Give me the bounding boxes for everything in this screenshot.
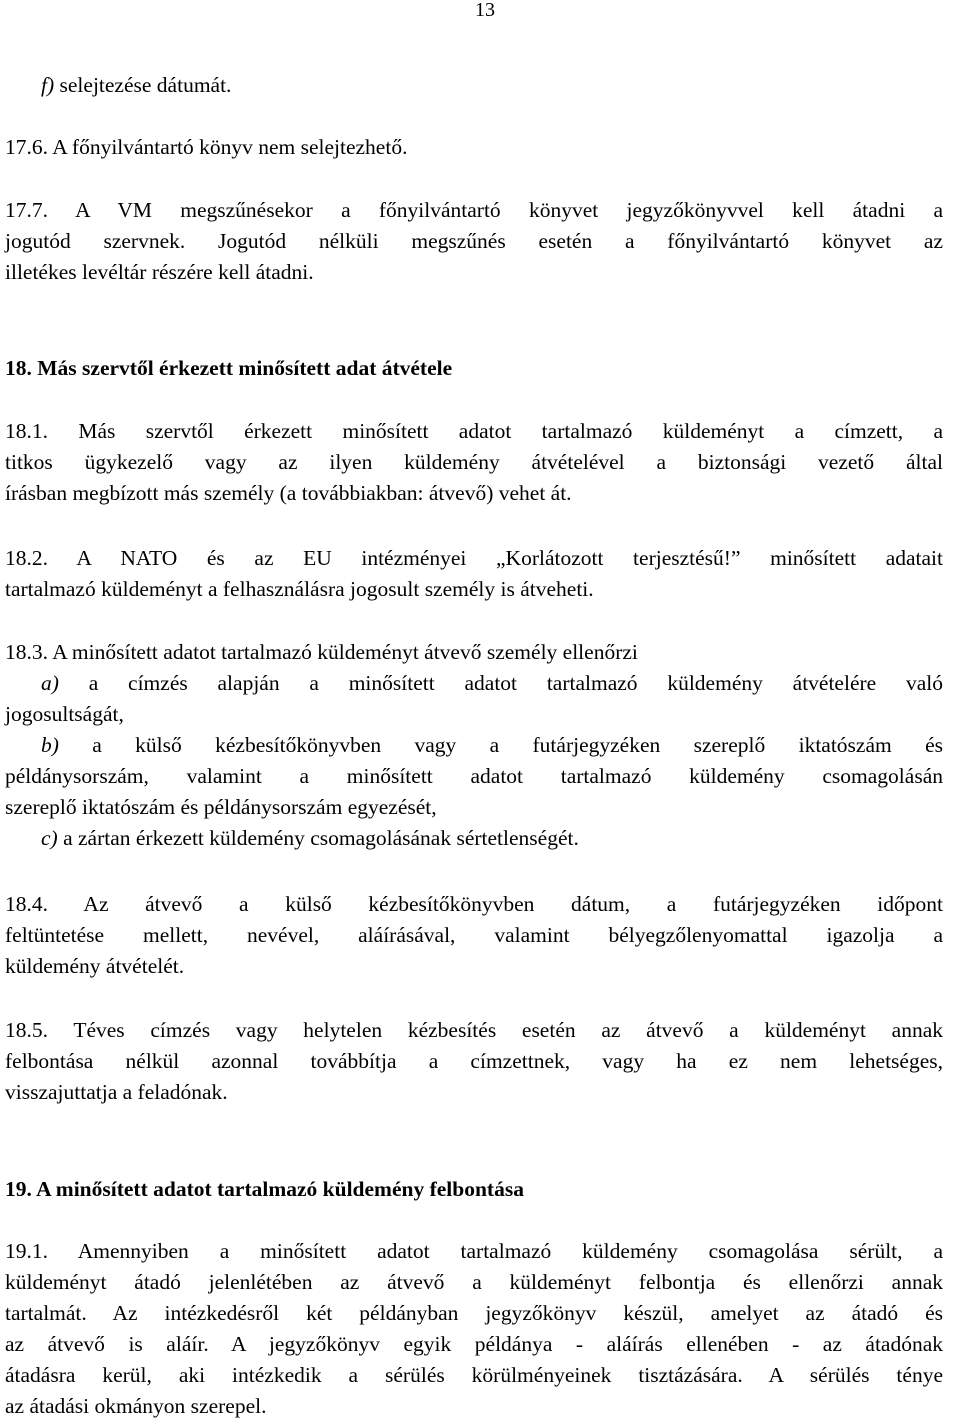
list-item-f [5,70,943,101]
paragraph-17-7 [5,195,943,288]
item-text: a címzés alapján a minősített adatot tartalmazó küldemény átvételére való [58,671,943,695]
item-label: b) [41,733,59,757]
paragraph-line: tartalmazó küldeményt a felhasználásra jogosult személy is átveheti. [5,577,594,601]
paragraph-18-5 [5,1015,943,1108]
paragraph-line: példánysorszám, valamint a minősített adatot tartalmazó küldemény csomagolásán [5,764,943,788]
page-number: 13 [475,0,495,21]
paragraph-line: szereplő iktatószám és példánysorszám egyezését, [5,795,437,819]
paragraph-line: 18.3. A minősített adatot tartalmazó küldeményt átvevő személy ellenőrzi [5,640,638,664]
item-text: a zártan érkezett küldemény csomagolásának sértetlenségét. [57,826,579,850]
item-text: selejtezése dátumát. [54,73,232,97]
paragraph-line: 18.5. Téves címzés vagy helytelen kézbesítés esetén az átvevő a küldeményt annak [5,1018,943,1042]
heading-text: 19. A minősített adatot tartalmazó küldemény felbontása [5,1177,524,1201]
paragraph-line: írásban megbízott más személy (a továbbiakban: átvevő) vehet át. [5,481,572,505]
paragraph-line: 17.7. A VM megszűnésekor a főnyilvántartó könyvet jegyzőkönyvvel kell átadni a [5,198,943,222]
paragraph-line: tartalmát. Az intézkedésről két példányban jegyzőkönyv készül, amelyet az átadó és [5,1301,943,1325]
paragraph-18-4 [5,889,943,982]
item-label: f) [41,73,55,97]
paragraph-line: 18.4. Az átvevő a külső kézbesítőkönyvben dátum, a futárjegyzéken időpont [5,892,943,916]
list-item-c [5,823,943,854]
paragraph-line: jogosultságát, [5,702,124,726]
list-item-b [5,730,943,761]
paragraph-19-1 [5,1236,943,1422]
paragraph-line: feltüntetése mellett, nevével, aláírásával, valamint bélyegzőlenyomattal igazolja a [5,923,943,947]
list-item-a [5,668,943,699]
paragraph-line: az átvevő is aláír. A jegyzőkönyv egyik példánya - aláírás ellenében - az átadónak [5,1332,943,1356]
paragraph-18-2 [5,543,943,605]
section-heading-19 [5,1174,943,1205]
paragraph-line: titkos ügykezelő vagy az ilyen küldemény átvételével a biztonsági vezető által [5,450,943,474]
paragraph-line: küldemény átvételét. [5,954,185,978]
paragraph-line: felbontása nélkül azonnal továbbítja a címzettnek, vagy ha ez nem lehetséges, [5,1049,943,1073]
paragraph-line: az átadási okmányon szerepel. [5,1394,267,1418]
paragraph-line: jogutód szervnek. Jogutód nélküli megszűnés esetén a főnyilvántartó könyvet az [5,229,943,253]
item-label: a) [41,671,59,695]
paragraph-18-1 [5,416,943,509]
heading-text: 18. Más szervtől érkezett minősített adat átvétele [5,356,453,380]
paragraph-line: 19.1. Amennyiben a minősített adatot tartalmazó küldemény csomagolása sérült, a [5,1239,943,1263]
paragraph-text: 17.6. A főnyilvántartó könyv nem selejtezhető. [5,135,408,159]
paragraph-line: 18.1. Más szervtől érkezett minősített adatot tartalmazó küldeményt a címzett, a [5,419,943,443]
paragraph-line: küldeményt átadó jelenlétében az átvevő a küldeményt felbontja és ellenőrzi annak [5,1270,943,1294]
item-label: c) [41,826,58,850]
paragraph-line: visszajuttatja a feladónak. [5,1080,228,1104]
paragraph-line: átadásra kerül, aki intézkedik a sérülés körülményeinek tisztázására. A sérülés ténye [5,1363,943,1387]
paragraph-18-3 [5,637,943,854]
paragraph-17-6 [5,132,943,163]
paragraph-line: 18.2. A NATO és az EU intézményei „Korlátozott terjesztésű!” minősített adatait [5,546,943,570]
paragraph-line: illetékes levéltár részére kell átadni. [5,260,314,284]
item-text: a külső kézbesítőkönyvben vagy a futárjegyzéken szereplő iktatószám és [58,733,943,757]
section-heading-18 [5,353,943,384]
